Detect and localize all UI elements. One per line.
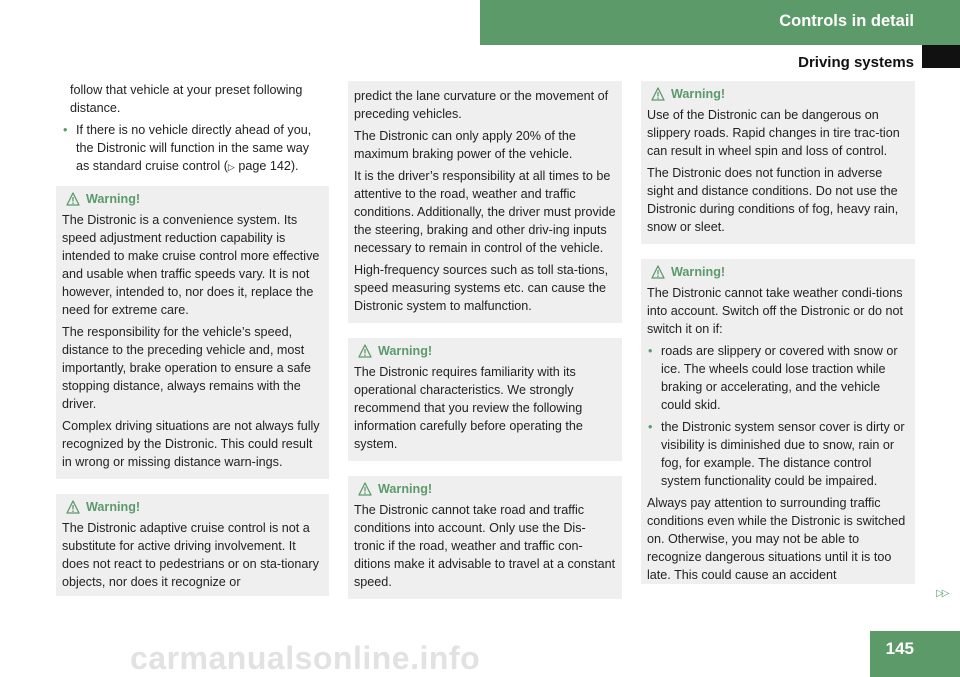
column-2 bbox=[348, 81, 622, 614]
warning-title: Warning! bbox=[86, 500, 141, 514]
warning-text: The Distronic cannot take road and traffic conditions into account. Only use the Dis-tronic if the road, weather and traffic con-ditions make it advisable to travel at a constant speed. bbox=[354, 503, 616, 589]
warning-triangle-icon bbox=[651, 87, 665, 101]
warning-title: Warning! bbox=[671, 265, 726, 279]
warning-text: It is the driver’s responsibility at all times to be attentive to the road, weather and traffic conditions. Additionally, the driver must provide the steering, braking and other driv-ing inputs necessary to remain in control of the vehicle. bbox=[354, 169, 616, 255]
warning-heading bbox=[647, 263, 909, 281]
page-ref-link[interactable]: page 142). bbox=[234, 159, 299, 173]
section-tab-marker bbox=[922, 45, 960, 68]
warning-text: Complex driving situations are not always fully recognized by the Distronic. This could result in wrong or missing distance warn-ings. bbox=[62, 419, 320, 469]
warning-heading bbox=[62, 498, 323, 516]
warning-continuation-box bbox=[348, 81, 622, 323]
column-3 bbox=[641, 81, 915, 584]
warning-box bbox=[56, 186, 329, 479]
page-number: 145 bbox=[885, 639, 914, 658]
warning-text: High-frequency sources such as toll sta-tions, speed measuring systems etc. can cause the Distronic system to malfunction. bbox=[354, 263, 609, 313]
warning-text: Always pay attention to surrounding traffic conditions even while the Distronic is switched on. Otherwise, you may not be able to recognize dangerous situations until it is too late. This could cause an accident bbox=[647, 496, 906, 582]
intro-block bbox=[56, 81, 329, 176]
warning-text: The Distronic can only apply 20% of the maximum braking power of the vehicle. bbox=[354, 129, 576, 161]
page-number-box bbox=[870, 631, 960, 677]
warning-triangle-icon bbox=[651, 265, 665, 279]
page-ref-arrow-icon: ▷ bbox=[227, 162, 235, 172]
list-item: • the Distronic system sensor cover is dirty or visibility is diminished due to snow, rain or fog, for example. The distance control system functionality could be impaired. bbox=[647, 418, 909, 490]
list-item: • roads are slippery or covered with snow or ice. The wheels could lose traction while braking or accelerating, and the vehicle could skid. bbox=[647, 342, 909, 414]
continue-arrows-icon: ▷▷ bbox=[936, 588, 948, 599]
warning-title: Warning! bbox=[86, 192, 141, 206]
warning-text: The responsibility for the vehicle’s speed, distance to the preceding vehicle and, most importantly, brake operation to ensure a safe stopping distance, always remains with the driver. bbox=[62, 325, 311, 411]
warning-title: Warning! bbox=[378, 344, 433, 358]
warning-text: Use of the Distronic can be dangerous on slippery roads. Rapid changes in tire trac-tion can result in wheel spin and loss of control. bbox=[647, 108, 900, 158]
warning-heading bbox=[62, 190, 323, 208]
watermark: carmanualsonline.info bbox=[130, 640, 481, 676]
bullet-text: If there is no vehicle directly ahead of you, the Distronic will function in the same way as standard cruise control ( bbox=[76, 123, 312, 173]
warning-box bbox=[348, 476, 622, 599]
warning-text: predict the lane curvature or the movement of preceding vehicles. bbox=[354, 89, 609, 121]
warning-box bbox=[641, 81, 915, 244]
warning-triangle-icon bbox=[66, 500, 80, 514]
warning-text: The Distronic adaptive cruise control is not a substitute for active driving involvement. It does not react to pedestrians or on sta-tionary objects, nor does it recognize or bbox=[62, 521, 319, 589]
warning-heading bbox=[354, 342, 616, 360]
warning-text: The Distronic is a convenience system. Its speed adjustment reduction capability is intended to make cruise control more effective and usable when traffic speeds vary. It is not however, intended to, nor does it, replace the need for extreme care. bbox=[62, 213, 320, 317]
warning-triangle-icon bbox=[358, 482, 372, 496]
column-1 bbox=[56, 81, 329, 611]
warning-box bbox=[641, 259, 915, 584]
list-item bbox=[62, 121, 323, 176]
warning-heading bbox=[647, 85, 909, 103]
subsection-title: Driving systems bbox=[798, 54, 914, 71]
warning-box bbox=[56, 494, 329, 596]
warning-box bbox=[348, 338, 622, 461]
warning-triangle-icon bbox=[358, 344, 372, 358]
header-bar bbox=[480, 0, 960, 45]
warning-heading bbox=[354, 480, 616, 498]
warning-title: Warning! bbox=[378, 482, 433, 496]
section-title: Controls in detail bbox=[779, 12, 914, 30]
bullet-list bbox=[647, 342, 909, 490]
warning-title: Warning! bbox=[671, 87, 726, 101]
warning-text: The Distronic does not function in adverse sight and distance conditions. Do not use the Distronic during conditions of fog, heavy rain, snow or sleet. bbox=[647, 166, 899, 234]
intro-text: follow that vehicle at your preset following distance. bbox=[70, 83, 303, 115]
warning-text: The Distronic requires familiarity with its operational characteristics. We strongly recommend that you review the following information carefully before operating the system. bbox=[354, 365, 583, 451]
warning-text: The Distronic cannot take weather condi-tions into account. Switch off the Distronic or do not switch it on if: bbox=[647, 286, 903, 336]
bullet-list bbox=[62, 121, 323, 176]
warning-triangle-icon bbox=[66, 192, 80, 206]
